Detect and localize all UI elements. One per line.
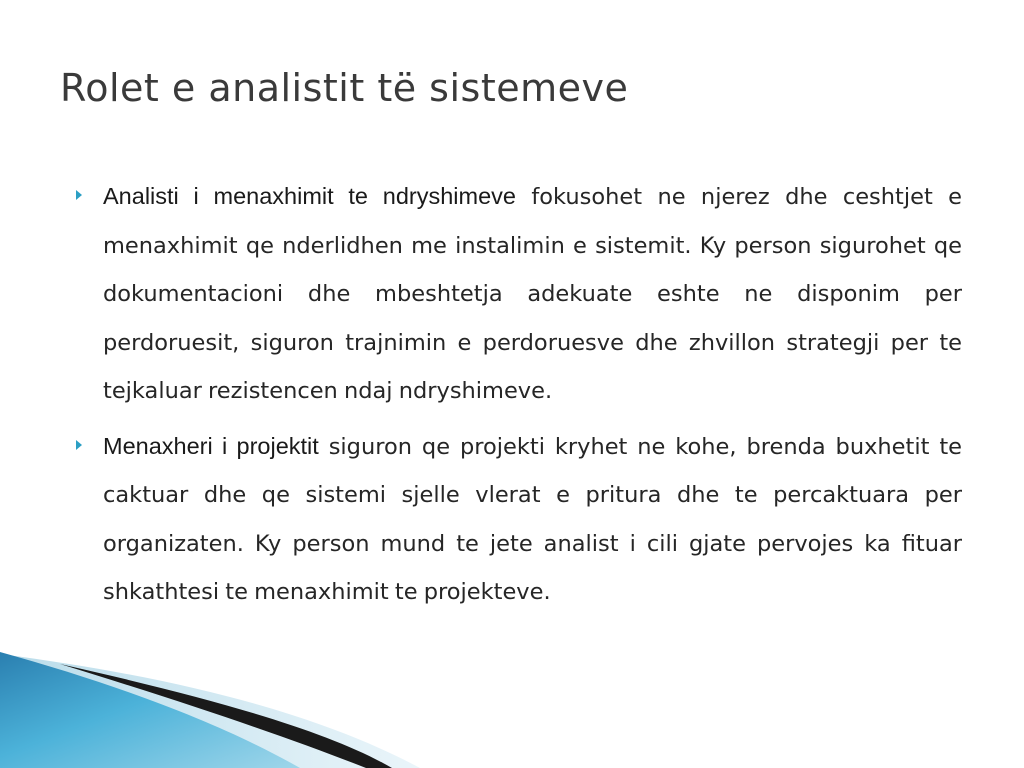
bullet-text xyxy=(103,422,962,617)
bullet-list xyxy=(76,172,962,623)
role-description: fokusohet ne njerez dhe ceshtjet e menaxhimit qe nderlidhen me instalimin e sistemit. Ky person sigurohet qe dokumentacioni dhe mbeshtetja adekuate eshte ne disponim per perdoruesit, siguron trajnimin e perdoruesve dhe zhvillon strategji per te tejkaluar rezistencen ndaj ndryshimeve. xyxy=(103,184,963,404)
page-title: Rolet e analistit të sistemeve xyxy=(60,66,629,110)
role-term: Analisti i menaxhimit te ndryshimeve xyxy=(103,183,516,209)
role-description: siguron qe projekti kryhet ne kohe, brenda buxhetit te caktuar dhe qe sistemi sjelle vlerat e pritura dhe te percaktuara per organizaten. Ky person mund te jete analist i cili gjate pervojes ka fituar shkathtesi te menaxhimit te projekteve. xyxy=(103,433,962,605)
bullet-text xyxy=(103,172,962,416)
role-term: Menaxheri i projektit xyxy=(103,432,319,459)
triangle-bullet-icon xyxy=(76,440,82,450)
triangle-bullet-icon xyxy=(76,190,82,200)
bullet-item xyxy=(76,172,962,416)
bullet-item xyxy=(76,422,962,617)
